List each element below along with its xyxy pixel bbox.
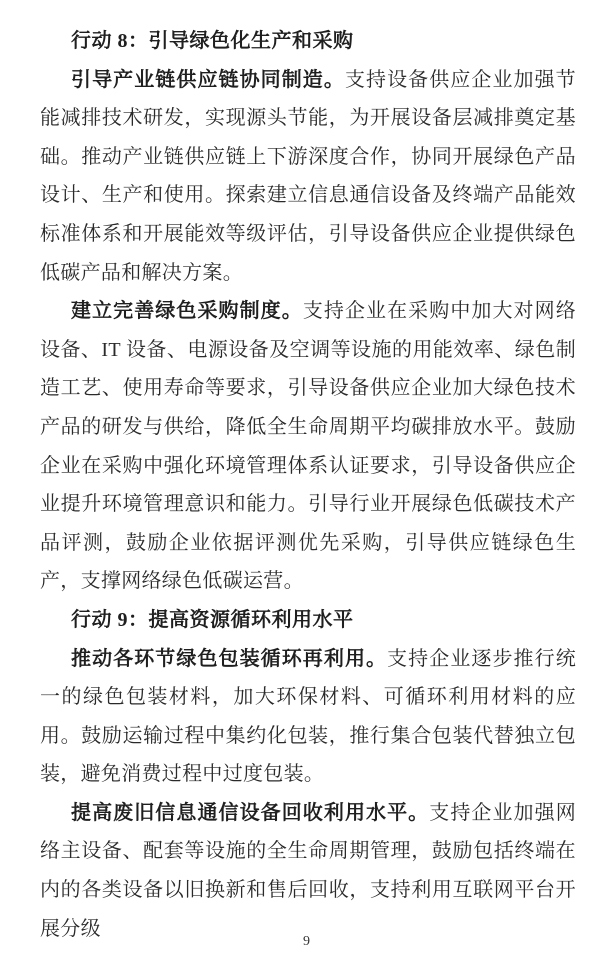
page-number: 9 [303, 934, 310, 949]
paragraph-lead: 引导产业链供应链协同制造。 [71, 68, 345, 91]
action-9-heading: 行动 9：提高资源循环利用水平 [71, 608, 354, 631]
paragraph [40, 640, 576, 794]
action-8-heading: 行动 8：引导绿色化生产和采购 [71, 30, 354, 52]
paragraph-lead: 建立完善绿色采购制度。 [71, 300, 303, 323]
paragraph [40, 61, 576, 293]
paragraph [40, 794, 576, 948]
paragraph-lead: 提高废旧信息通信设备回收利用水平。 [71, 801, 430, 824]
paragraph-lead: 推动各环节绿色包装循环再利用。 [71, 647, 388, 670]
paragraph-text: 支持设备供应企业加强节能减排技术研发，实现源头节能，为开展设备层减排奠定基础。推动产业链供应链上下游深度合作，协同开展绿色产品设计、生产和使用。探索建立信息通信设备及终端产品能效标准体系和开展能效等级评估，引导设备供应企业提供绿色低碳产品和解决方案。 [40, 68, 576, 284]
paragraph-text: 支持企业逐步推行统一的绿色包装材料，加大环保材料、可循环利用材料的应用。鼓励运输过程中集约化包装，推行集合包装代替独立包装，避免消费过程中过度包装。 [40, 647, 576, 786]
paragraph [40, 292, 576, 601]
paragraph-text: 支持企业加强网络主设备、配套等设施的全生命周期管理，鼓励包括终端在内的各类设备以旧换新和售后回收，支持利用互联网平台开展分级 [40, 801, 576, 940]
paragraph-text: 支持企业在采购中加大对网络设备、IT 设备、电源设备及空调等设施的用能效率、绿色制造工艺、使用寿命等要求，引导设备供应企业加大绿色技术产品的研发与供给，降低全生命周期平均碳排放水平。鼓励企业在采购中强化环境管理体系认证要求，引导设备供应企业提升环境管理意识和能力。引导行业开展绿色低碳技术产品评测，鼓励企业依据评测优先采购，引导供应链绿色生产，支撑网络绿色低碳运营。 [40, 300, 576, 593]
